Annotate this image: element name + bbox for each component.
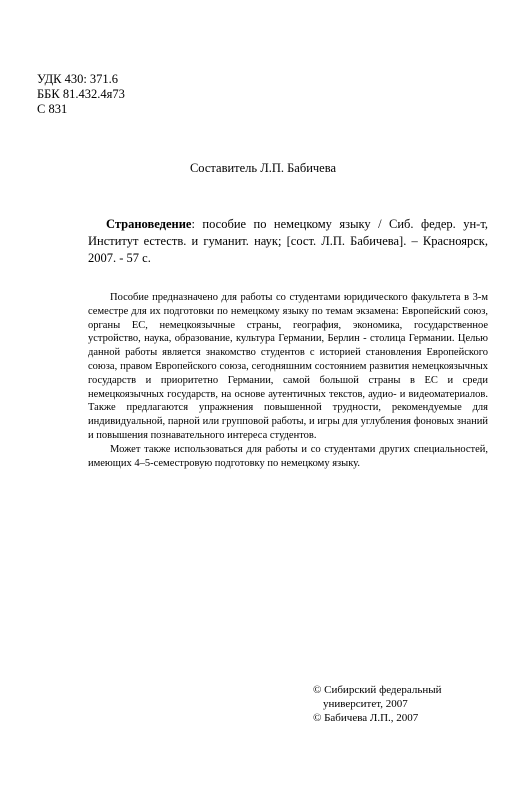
- bibliographic-description: : пособие по немецкому языку / Сиб. федер. ун-т, Институт естеств. и гуманит. наук; [сост. Л.П. Бабичева]. – Красноярск, 2007. - 57 с.: [88, 217, 488, 265]
- copyright-line-2: университет, 2007: [323, 698, 408, 710]
- abstract: [88, 291, 488, 470]
- copyright-line-3: © Бабичева Л.П., 2007: [313, 712, 419, 724]
- abstract-paragraph-2: Может также использоваться для работы и со студентами других специальностей, имеющих 4–5-семестровую подготовку по немецкому языку.: [88, 443, 488, 469]
- bibliographic-record: [88, 216, 488, 267]
- copyright-line-1: © Сибирский федеральный: [313, 684, 442, 696]
- author-mark: С 831: [37, 102, 68, 116]
- abstract-paragraph-1: Пособие предназначено для работы со студентами юридического факультета в 3-м семестре для их подготовки по немецкому языку по темам экзамена: Европейский союз, органы ЕС, немецкоязычные страны, география, экономика, государственное устройство, наука, образование, культура Германии, Берлин - столица Германии. Целью данной работы является знакомство студентов с историей становления Европейского союза, правом Европейского союза, сегодняшним состоянием развития немецкоязычных государств и приоритетно Германии, самой большой страны в ЕС и среди немецкоязычных государств, на основе аутентичных текстов, аудио- и видеоматериалов. Также предлагаются упражнения повышенной трудности, рекомендуемые для индивидуальной, парной или групповой работы, и игры для углубления фоновых знаний и повышения познавательного интереса студентов.: [88, 292, 488, 441]
- book-title: Страноведение: [106, 217, 192, 231]
- bbk-code: ББК 81.432.4я73: [37, 87, 125, 101]
- copyright-block: [313, 683, 442, 725]
- udk-code: УДК 430: 371.6: [37, 72, 119, 86]
- compiler-line: Составитель Л.П. Бабичева: [189, 161, 337, 175]
- classification-codes: [37, 72, 125, 117]
